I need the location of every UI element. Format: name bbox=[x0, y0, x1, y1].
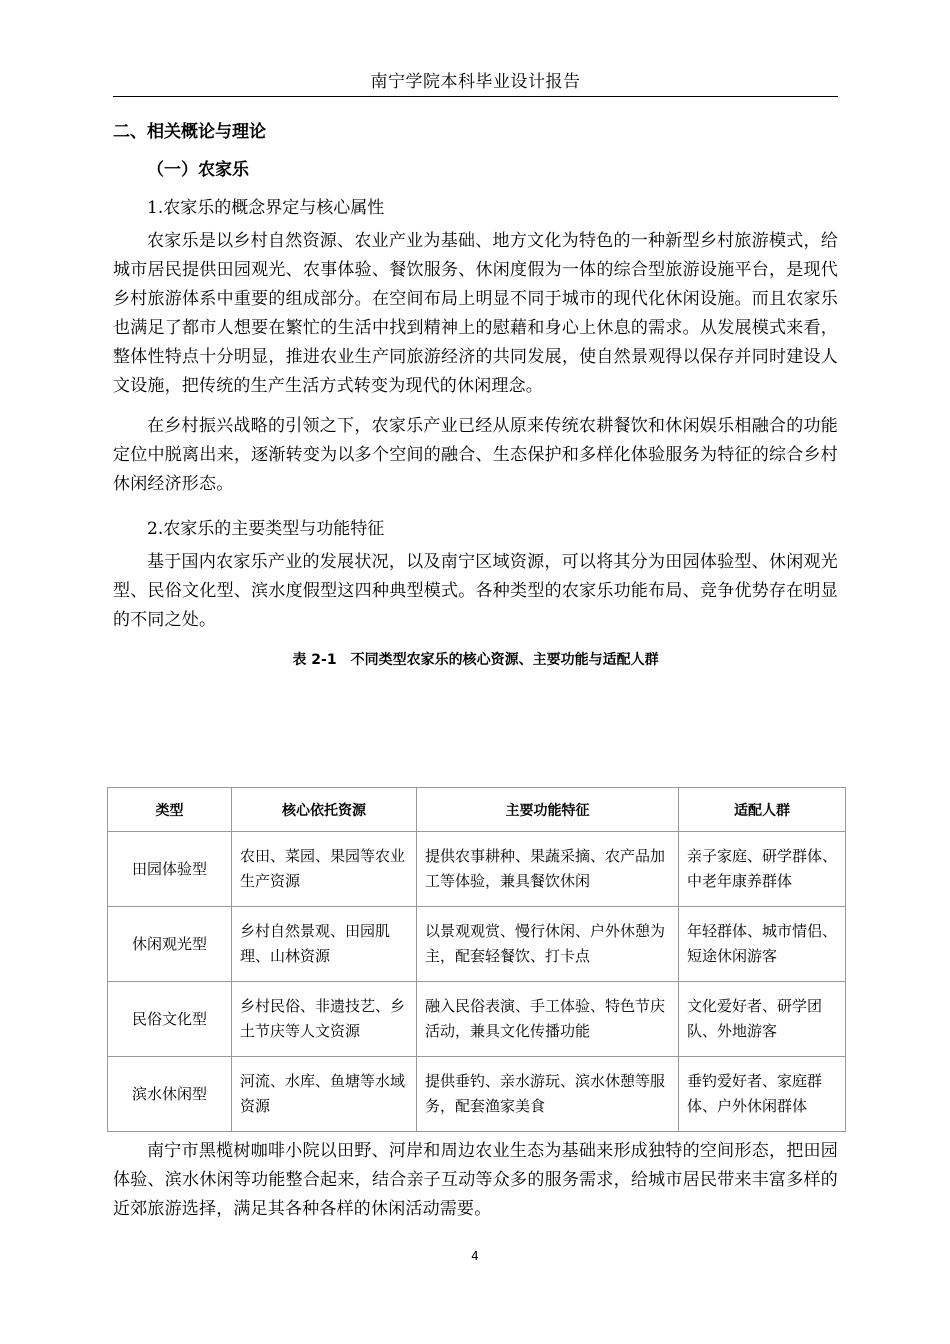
table-caption-text: 不同类型农家乐的核心资源、主要功能与适配人群 bbox=[350, 652, 659, 668]
table-cell-type: 休闲观光型 bbox=[108, 907, 232, 982]
table-cell-function: 提供垂钓、亲水游玩、滨水休憩等服务，配套渔家美食 bbox=[417, 1057, 679, 1132]
paragraph-1: 农家乐是以乡村自然资源、农业产业为基础、地方文化为特色的一种新型乡村旅游模式，给城市居民提供田园观光、农事体验、餐饮服务、休闲度假为一体的综合型旅游设施平台，是现代乡村旅游体系中重要的组成部分。在空间布局上明显不同于城市的现代化休闲设施。而且农家乐也满足了都市人想要在繁忙的生活中找到精神上的慰藉和身心上休息的需求。从发展模式来看，整体性特点十分明显，推进农业生产同旅游经济的共同发展，使自然景观得以保存并同时建设人文设施，把传统的生产生活方式转变为现代的休闲理念。 bbox=[113, 231, 838, 396]
table-cell-resource: 乡村民俗、非遗技艺、乡土节庆等人文资源 bbox=[232, 982, 417, 1057]
main-content bbox=[113, 113, 838, 685]
table-header-type: 类型 bbox=[108, 788, 232, 832]
table-row bbox=[108, 982, 846, 1057]
types-table bbox=[107, 787, 846, 1132]
table-caption bbox=[113, 649, 838, 671]
section-heading: 二、相关概论与理论 bbox=[113, 122, 266, 142]
table-cell-audience: 亲子家庭、研学群体、中老年康养群体 bbox=[679, 832, 846, 907]
table-caption-number: 表 2-1 bbox=[292, 652, 337, 668]
table-cell-type: 民俗文化型 bbox=[108, 982, 232, 1057]
sub-item-heading-1: 1.农家乐的概念界定与核心属性 bbox=[147, 198, 385, 218]
paragraph-4: 南宁市黑榄树咖啡小院以田野、河岸和周边农业生态为基础来形成独特的空间形态，把田园体验、滨水休闲等功能整合起来，结合亲子互动等众多的服务需求，给城市居民带来丰富多样的近郊旅游选择，满足其各种各样的休闲活动需要。 bbox=[113, 1141, 838, 1219]
table-cell-function: 以景观观赏、慢行休闲、户外休憩为主，配套轻餐饮、打卡点 bbox=[417, 907, 679, 982]
table-cell-audience: 年轻群体、城市情侣、短途休闲游客 bbox=[679, 907, 846, 982]
table-cell-resource: 乡村自然景观、田园肌理、山林资源 bbox=[232, 907, 417, 982]
table-header-audience: 适配人群 bbox=[679, 788, 846, 832]
table-cell-resource: 河流、水库、鱼塘等水域资源 bbox=[232, 1057, 417, 1132]
table-cell-resource: 农田、菜园、果园等农业生产资源 bbox=[232, 832, 417, 907]
table-header-function: 主要功能特征 bbox=[417, 788, 679, 832]
paragraph-2: 在乡村振兴战略的引领之下，农家乐产业已经从原来传统农耕餐饮和休闲娱乐相融合的功能定位中脱离出来，逐渐转变为以多个空间的融合、生态保护和多样化体验服务为特征的综合乡村休闲经济形态。 bbox=[113, 416, 838, 494]
table-row bbox=[108, 832, 846, 907]
paragraph-3: 基于国内农家乐产业的发展状况，以及南宁区域资源，可以将其分为田园体验型、休闲观光型、民俗文化型、滨水度假型这四种典型模式。各种类型的农家乐功能布局、竞争优势存在明显的不同之处。 bbox=[113, 552, 838, 630]
table-cell-audience: 文化爱好者、研学团队、外地游客 bbox=[679, 982, 846, 1057]
page-header-title: 南宁学院本科毕业设计报告 bbox=[370, 72, 581, 92]
table-cell-function: 融入民俗表演、手工体验、特色节庆活动，兼具文化传播功能 bbox=[417, 982, 679, 1057]
table-cell-audience: 垂钓爱好者、家庭群体、户外休闲群体 bbox=[679, 1057, 846, 1132]
table-row bbox=[108, 1057, 846, 1132]
table-cell-type: 滨水休闲型 bbox=[108, 1057, 232, 1132]
table-header-row bbox=[108, 788, 846, 832]
header-divider bbox=[113, 96, 838, 97]
table-cell-function: 提供农事耕种、果蔬采摘、农产品加工等体验，兼具餐饮休闲 bbox=[417, 832, 679, 907]
page-number: 4 bbox=[471, 1249, 479, 1263]
table-header-resource: 核心依托资源 bbox=[232, 788, 417, 832]
table-cell-type: 田园体验型 bbox=[108, 832, 232, 907]
subsection-heading: （一）农家乐 bbox=[147, 160, 249, 180]
table-row bbox=[108, 907, 846, 982]
sub-item-heading-2: 2.农家乐的主要类型与功能特征 bbox=[147, 519, 385, 539]
after-table-content bbox=[113, 1137, 838, 1235]
